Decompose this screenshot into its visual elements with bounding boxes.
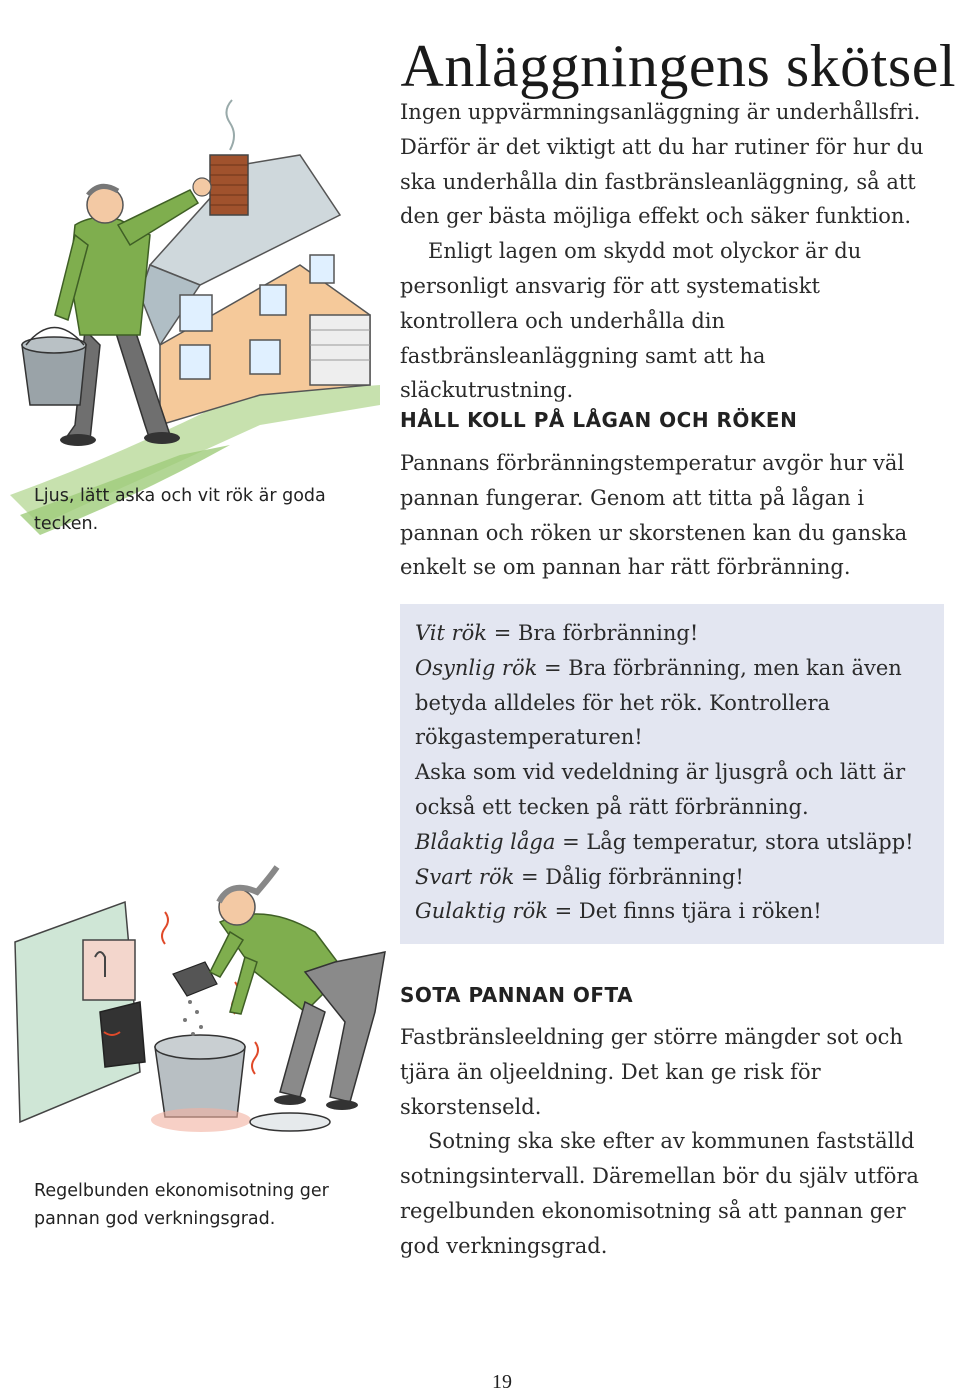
boiler-illustration	[5, 862, 390, 1162]
house-caption: Ljus, lätt aska och vit rök är goda tecken.	[34, 486, 326, 534]
intro-text	[400, 95, 945, 408]
smoke-info-box	[400, 604, 944, 944]
section2-paragraph-1: Fastbränsleeldning ger större mängder sot och tjära än oljeeldning. Det kan ge risk för skorstenseld.	[400, 1025, 903, 1119]
section1-paragraph: Pannans förbränningstemperatur avgör hur väl pannan fungerar. Genom att titta på lågan i pannan och röken ur skorstenen kan du ganska enkelt se om pannan har rätt förbränning.	[400, 451, 908, 580]
info-item-white-smoke: Vit rök = Bra förbränning!	[415, 621, 699, 645]
info-item-yellow-smoke: Gulaktig rök = Det finns tjära i röken!	[415, 899, 822, 924]
page-title: Anläggningens skötsel	[400, 33, 956, 100]
section2-paragraph-2: Sotning ska ske efter av kommunen fastställd sotningsintervall. Däremellan bör du själv utföra regelbunden ekonomisotning så att pannan ger god verkningsgrad.	[400, 1129, 919, 1258]
boiler-caption: Regelbunden ekonomisotning ger pannan god verkningsgrad.	[34, 1181, 329, 1229]
section-heading-sweep-boiler: SOTA PANNAN OFTA	[400, 983, 634, 1007]
section2-text	[400, 1020, 945, 1264]
info-item-ash: Aska som vid vedeldning är ljusgrå och lätt är också ett tecken på rätt förbränning.	[415, 760, 906, 819]
intro-paragraph-1: Ingen uppvärmningsanläggning är underhållsfri. Därför är det viktigt att du har rutiner för hur du ska underhålla din fastbränsleanläggning, så att den ger bästa möjliga effekt och säker funktion.	[400, 100, 924, 229]
section-heading-flame-smoke: HÅLL KOLL PÅ LÅGAN OCH RÖKEN	[400, 408, 798, 432]
page-number: 19	[492, 1371, 512, 1393]
info-item-black-smoke: Svart rök = Dålig förbränning!	[415, 864, 744, 889]
intro-paragraph-2: Enligt lagen om skydd mot olyckor är du personligt ansvarig för att systematiskt kontrollera och underhålla din fastbränsleanläggning samt att ha släckutrustning.	[400, 239, 862, 403]
info-item-blue-flame: Blåaktig låga = Låg temperatur, stora utsläpp!	[415, 829, 914, 854]
section1-text	[400, 446, 945, 585]
info-item-invisible-smoke: Osynlig rök = Bra förbränning, men kan även betyda alldeles för het rök. Kontrollera rökgastemperaturen!	[415, 655, 902, 750]
